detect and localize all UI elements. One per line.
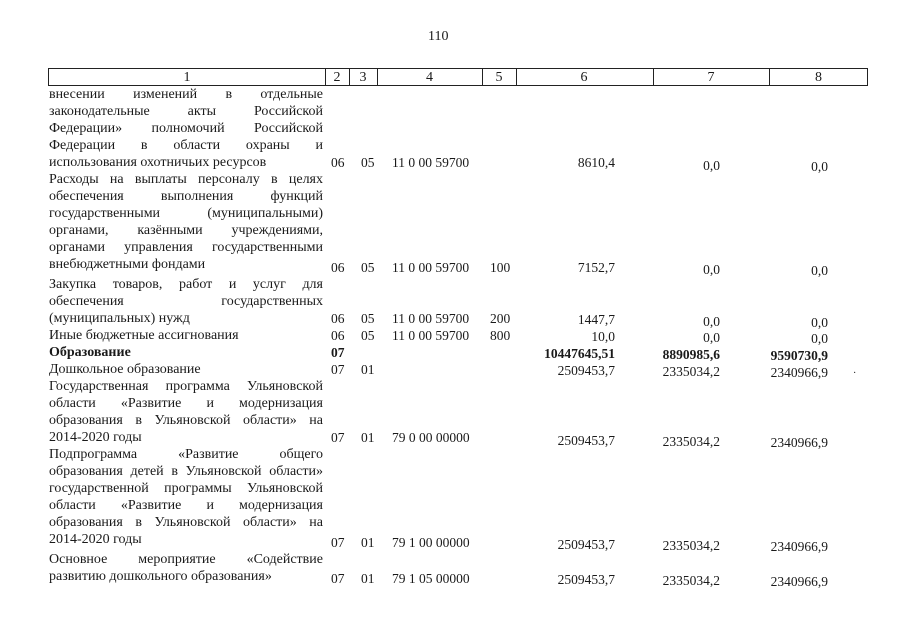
row-subsection: 01 xyxy=(361,571,375,586)
row-value-col8: 0,0 xyxy=(811,263,828,278)
page-number: 110 xyxy=(428,29,449,44)
row-value-col6: 8610,4 xyxy=(577,155,615,170)
row-value-col7: 2335034,2 xyxy=(662,573,720,588)
row-value-col8: 2340966,9 xyxy=(770,574,828,589)
row-section: 07 xyxy=(331,362,345,377)
row-value-col6: 1447,7 xyxy=(577,312,615,327)
row-value-col6: 2509453,7 xyxy=(557,363,615,378)
row-subsection: 01 xyxy=(361,430,375,445)
row-value-col7: 2335034,2 xyxy=(662,538,720,553)
row-value-col7: 0,0 xyxy=(703,330,720,345)
row-subsection: 01 xyxy=(361,362,375,377)
row-value-col8: 9590730,9 xyxy=(770,348,828,363)
row-target-code: 11 0 00 59700 xyxy=(392,260,470,275)
row-section: 06 xyxy=(331,311,345,326)
row-description: Государственная программа Ульяновской области «Развитие и модернизация образования в Ульяновской области» на 2014-2020 годы xyxy=(49,379,323,445)
row-section: 06 xyxy=(331,155,345,170)
row-expense-type: 100 xyxy=(490,260,511,275)
row-value-col6: 10,0 xyxy=(591,329,615,344)
row-value-col7: 2335034,2 xyxy=(662,364,720,379)
header-col-1: 1 xyxy=(183,70,191,85)
header-col-7: 7 xyxy=(707,70,715,85)
row-description: Закупка товаров, работ и услуг для обеспечения государственных (муниципальных) нужд xyxy=(49,277,323,326)
header-col-6: 6 xyxy=(580,70,588,85)
row-value-col6: 2509453,7 xyxy=(557,572,615,587)
row-value-col8: 2340966,9 xyxy=(770,435,828,450)
row-description: Иные бюджетные ассигнования xyxy=(49,328,239,343)
scan-speck: · xyxy=(853,368,857,379)
row-subsection: 01 xyxy=(361,535,375,550)
row-section: 06 xyxy=(331,328,345,343)
table-header xyxy=(48,68,868,86)
row-value-col7: 0,0 xyxy=(703,158,720,173)
row-description: Образование xyxy=(49,345,131,360)
row-value-col7: 2335034,2 xyxy=(662,434,720,449)
row-value-col7: 0,0 xyxy=(703,262,720,277)
header-col-2: 2 xyxy=(333,70,341,85)
header-col-3: 3 xyxy=(359,70,367,85)
row-target-code: 11 0 00 59700 xyxy=(392,155,470,170)
row-value-col8: 0,0 xyxy=(811,159,828,174)
row-subsection: 05 xyxy=(361,260,375,275)
header-col-4: 4 xyxy=(426,70,433,85)
row-target-code: 11 0 00 59700 xyxy=(392,311,470,326)
row-target-code: 11 0 00 59700 xyxy=(392,328,470,343)
row-section: 07 xyxy=(331,535,345,550)
row-description: Дошкольное образование xyxy=(49,362,201,377)
row-value-col6: 10447645,51 xyxy=(544,346,615,361)
row-section: 07 xyxy=(331,430,345,445)
row-value-col7: 8890985,6 xyxy=(662,347,720,362)
header-col-8: 8 xyxy=(815,70,822,85)
row-description: Подпрограмма «Развитие общего образования детей в Ульяновской области» государственной программы Ульяновской области «Развитие и модернизация образования в Ульяновской области» на 2014-2020 годы xyxy=(49,447,323,547)
row-expense-type: 800 xyxy=(490,328,511,343)
row-description: Основное мероприятие «Содействие развитию дошкольного образования» xyxy=(49,552,323,584)
row-expense-type: 200 xyxy=(490,311,511,326)
row-value-col8: 2340966,9 xyxy=(770,365,828,380)
row-section: 06 xyxy=(331,260,345,275)
row-description: внесении изменений в отдельные законодательные акты Российской Федерации» полномочий Российской Федерации в области охраны и использования охотничьих ресурсов xyxy=(49,87,323,170)
row-target-code: 79 1 05 00000 xyxy=(392,571,470,586)
header-col-5: 5 xyxy=(495,70,503,85)
row-value-col8: 0,0 xyxy=(811,315,828,330)
row-subsection: 05 xyxy=(361,311,375,326)
row-value-col7: 0,0 xyxy=(703,314,720,329)
row-section: 07 xyxy=(331,345,345,360)
row-section: 07 xyxy=(331,571,345,586)
row-value-col6: 2509453,7 xyxy=(557,433,615,448)
row-subsection: 05 xyxy=(361,155,375,170)
row-subsection: 05 xyxy=(361,328,375,343)
row-target-code: 79 1 00 00000 xyxy=(392,535,470,550)
row-value-col8: 0,0 xyxy=(811,331,828,346)
row-description: Расходы на выплаты персоналу в целях обеспечения выполнения функций государственными (муниципальными) органами, казёнными учреждениями, органами управления государственными внебюджетными фондами xyxy=(49,172,323,272)
row-target-code: 79 0 00 00000 xyxy=(392,430,470,445)
row-value-col6: 7152,7 xyxy=(577,260,615,275)
row-value-col8: 2340966,9 xyxy=(770,539,828,554)
row-value-col6: 2509453,7 xyxy=(557,537,615,552)
